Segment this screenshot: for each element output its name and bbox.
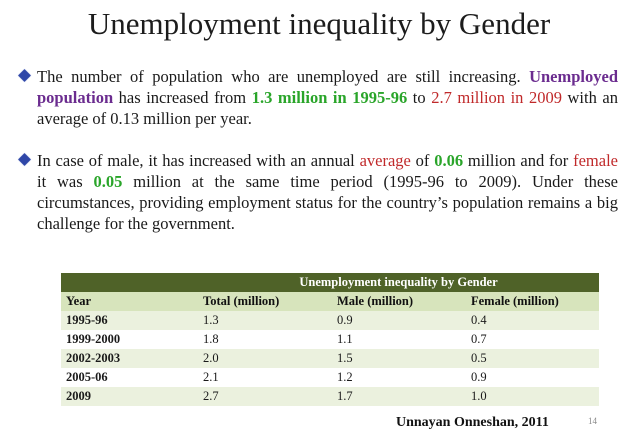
table-caption: Unemployment inequality by Gender xyxy=(198,273,599,292)
header-total: Total (million) xyxy=(198,292,332,311)
cell-total: 2.1 xyxy=(198,368,332,387)
header-female: Female (million) xyxy=(466,292,599,311)
bullet-2 xyxy=(20,150,618,234)
cell-male: 1.7 xyxy=(332,387,466,406)
diamond-bullet-icon xyxy=(18,153,31,166)
cell-total: 1.3 xyxy=(198,311,332,330)
text-segment: with an average of 0.13 million per year. xyxy=(37,88,618,128)
highlight-average: average xyxy=(359,151,411,170)
diamond-bullet-icon xyxy=(18,69,31,82)
header-male: Male (million) xyxy=(332,292,466,311)
cell-year: 1995-96 xyxy=(61,311,198,330)
text-segment: In case of male, it has increased with an annual xyxy=(37,151,360,170)
highlight-male-value: 0.06 xyxy=(434,151,464,170)
cell-male: 1.5 xyxy=(332,349,466,368)
highlight-end-value: 2.7 million in 2009 xyxy=(431,88,562,107)
bullet-1-text xyxy=(37,66,618,129)
unemployment-table xyxy=(61,273,599,406)
table-row xyxy=(61,330,599,349)
cell-total: 2.7 xyxy=(198,387,332,406)
cell-male: 0.9 xyxy=(332,311,466,330)
text-segment: The number of population who are unemployed are still increasing. xyxy=(37,67,521,86)
bullet-2-text xyxy=(37,150,618,234)
text-segment: to xyxy=(407,88,432,107)
cell-female: 0.5 xyxy=(466,349,599,368)
cell-female: 0.7 xyxy=(466,330,599,349)
cell-total: 2.0 xyxy=(198,349,332,368)
text-segment: of xyxy=(410,151,435,170)
cell-male: 1.1 xyxy=(332,330,466,349)
cell-year: 2005-06 xyxy=(61,368,198,387)
cell-female: 1.0 xyxy=(466,387,599,406)
cell-male: 1.2 xyxy=(332,368,466,387)
cell-female: 0.9 xyxy=(466,368,599,387)
highlight-start-value: 1.3 million in 1995-96 xyxy=(251,88,408,107)
cell-year: 1999-2000 xyxy=(61,330,198,349)
text-segment: million and for xyxy=(463,151,574,170)
table-caption-row xyxy=(61,273,599,292)
page-number: 14 xyxy=(588,416,597,426)
text-segment: has increased from xyxy=(113,88,252,107)
highlight-female-value: 0.05 xyxy=(93,172,123,191)
highlight-female: female xyxy=(573,151,618,170)
table-row xyxy=(61,368,599,387)
source-citation: Unnayan Onneshan, 2011 xyxy=(396,415,549,430)
table-header-row xyxy=(61,292,599,311)
table-row xyxy=(61,311,599,330)
header-year: Year xyxy=(61,292,198,311)
cell-year: 2009 xyxy=(61,387,198,406)
cell-year: 2002-2003 xyxy=(61,349,198,368)
table-row xyxy=(61,387,599,406)
text-segment: it was xyxy=(37,172,94,191)
slide-title: Unemployment inequality by Gender xyxy=(87,6,551,41)
cell-total: 1.8 xyxy=(198,330,332,349)
table-row xyxy=(61,349,599,368)
cell-female: 0.4 xyxy=(466,311,599,330)
table-caption-spacer xyxy=(61,273,198,292)
highlight-unemployed-population: Unemployed population xyxy=(37,67,619,107)
text-segment: million at the same time period (1995-96 to 2009). Under these circumstances, providing employment status for the country’s population remains a big challenge for the government. xyxy=(37,172,618,233)
bullet-1 xyxy=(20,66,618,129)
